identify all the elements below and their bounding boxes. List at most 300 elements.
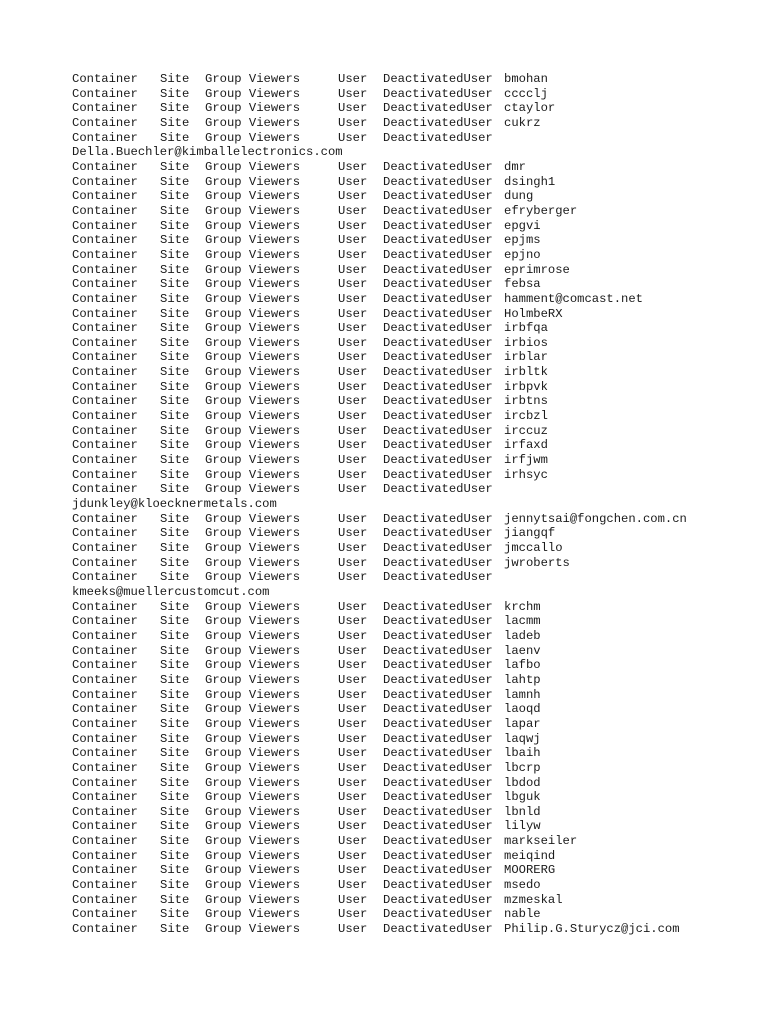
status-cell: DeactivatedUser <box>383 541 493 555</box>
scope-cell: Site <box>160 409 190 424</box>
user-name-cell: lacmm <box>504 614 541 629</box>
status-cell: DeactivatedUser <box>383 438 493 453</box>
object-type-cell: Container <box>72 189 138 204</box>
group-cell: Group Viewers <box>205 86 301 101</box>
principal-kind-cell: User <box>338 863 368 878</box>
scope-cell: Site <box>160 379 190 394</box>
user-name-cell: efryberger <box>504 203 578 218</box>
principal-kind-cell: User <box>338 291 368 306</box>
status-cell: DeactivatedUser <box>383 262 493 277</box>
group-cell: Group Viewers <box>205 687 301 702</box>
record-line <box>72 101 687 116</box>
object-type-cell: Container <box>72 365 138 380</box>
user-name-cell: lahtp <box>504 672 541 687</box>
group-cell: Group Viewers <box>205 526 301 541</box>
user-name-cell: irbfqa <box>504 321 548 336</box>
scope-cell: Site <box>160 306 190 321</box>
group-cell: Group Viewers <box>205 306 301 321</box>
object-type-cell: Container <box>72 233 138 248</box>
user-name-cell: ctaylor <box>504 101 556 116</box>
group-cell: Group Viewers <box>205 453 301 468</box>
group-cell: Group Viewers <box>205 834 301 849</box>
scope-cell: Site <box>160 262 190 277</box>
record-line <box>72 292 687 307</box>
object-type-cell: Container <box>72 819 138 834</box>
record-line <box>72 307 687 322</box>
principal-kind-cell: User <box>338 467 368 482</box>
user-name-cell: irblar <box>504 350 548 365</box>
record-line <box>72 834 687 849</box>
object-type-cell: Container <box>72 453 138 468</box>
record-line <box>72 614 687 629</box>
scope-cell: Site <box>160 892 190 907</box>
object-type-cell: Container <box>72 409 138 424</box>
user-name-cell: markseiler <box>504 834 578 849</box>
group-cell: Group Viewers <box>205 672 301 687</box>
record-line <box>72 72 687 87</box>
object-type-cell: Container <box>72 702 138 717</box>
scope-cell: Site <box>160 467 190 482</box>
object-type-cell: Container <box>72 555 138 570</box>
object-type-cell: Container <box>72 291 138 306</box>
principal-kind-cell: User <box>338 570 368 585</box>
status-cell: DeactivatedUser <box>383 189 493 204</box>
principal-kind-cell: User <box>338 277 368 292</box>
object-type-cell: Container <box>72 423 138 438</box>
scope-cell: Site <box>160 687 190 702</box>
record-line <box>72 512 687 527</box>
object-type-cell: Container <box>72 658 138 673</box>
group-cell: Group Viewers <box>205 174 301 189</box>
user-name-cell: lbaih <box>504 746 541 761</box>
record-line <box>72 893 687 908</box>
scope-cell: Site <box>160 482 190 497</box>
group-cell: Group Viewers <box>205 511 301 526</box>
principal-kind-cell: User <box>338 101 368 116</box>
object-type-cell: Container <box>72 159 138 174</box>
principal-kind-cell: User <box>338 790 368 805</box>
principal-kind-cell: User <box>338 203 368 218</box>
object-type-cell: Container <box>72 203 138 218</box>
principal-kind-cell: User <box>338 189 368 204</box>
scope-cell: Site <box>160 570 190 585</box>
record-line <box>72 790 687 805</box>
record-line <box>72 732 687 747</box>
status-cell: DeactivatedUser <box>383 467 493 482</box>
user-name-cell: bmohan <box>504 72 548 86</box>
group-cell: Group Viewers <box>205 746 301 761</box>
group-cell: Group Viewers <box>205 379 301 394</box>
scope-cell: Site <box>160 350 190 365</box>
principal-kind-cell: User <box>338 878 368 893</box>
record-line <box>72 116 687 131</box>
scope-cell: Site <box>160 614 190 629</box>
scope-cell: Site <box>160 130 190 145</box>
record-line <box>72 526 687 541</box>
object-type-cell: Container <box>72 922 138 937</box>
object-type-cell: Container <box>72 848 138 863</box>
scope-cell: Site <box>160 247 190 262</box>
record-line <box>72 819 687 834</box>
record-line <box>72 922 687 937</box>
object-type-cell: Container <box>72 614 138 629</box>
record-line <box>72 365 687 380</box>
group-cell: Group Viewers <box>205 233 301 248</box>
status-cell: DeactivatedUser <box>383 350 493 365</box>
object-type-cell: Container <box>72 731 138 746</box>
object-type-cell: Container <box>72 482 138 497</box>
principal-kind-cell: User <box>338 599 368 614</box>
principal-kind-cell: User <box>338 247 368 262</box>
user-name-cell: lilyw <box>504 819 541 834</box>
object-type-cell: Container <box>72 350 138 365</box>
status-cell: DeactivatedUser <box>383 658 493 673</box>
group-cell: Group Viewers <box>205 159 301 174</box>
scope-cell: Site <box>160 716 190 731</box>
record-line <box>72 263 687 278</box>
status-cell: DeactivatedUser <box>383 878 493 893</box>
record-line <box>72 849 687 864</box>
user-name-cell: jwroberts <box>504 555 570 570</box>
scope-cell: Site <box>160 277 190 292</box>
user-name-cell: laenv <box>504 643 541 658</box>
user-name-cell: ircbzl <box>504 409 548 424</box>
user-name-cell: Philip.G.Sturycz@jci.com <box>504 922 680 937</box>
record-line <box>72 219 687 234</box>
scope-cell: Site <box>160 453 190 468</box>
wrapped-user-line <box>72 497 687 512</box>
scope-cell: Site <box>160 848 190 863</box>
principal-kind-cell: User <box>338 365 368 380</box>
record-line <box>72 409 687 424</box>
group-cell: Group Viewers <box>205 467 301 482</box>
object-type-cell: Container <box>72 277 138 292</box>
scope-cell: Site <box>160 658 190 673</box>
status-cell: DeactivatedUser <box>383 159 493 174</box>
object-type-cell: Container <box>72 321 138 336</box>
record-line <box>72 907 687 922</box>
status-cell: DeactivatedUser <box>383 379 493 394</box>
object-type-cell: Container <box>72 892 138 907</box>
status-cell: DeactivatedUser <box>383 365 493 380</box>
scope-cell: Site <box>160 702 190 717</box>
group-cell: Group Viewers <box>205 394 301 409</box>
object-type-cell: Container <box>72 804 138 819</box>
record-line <box>72 717 687 732</box>
record-line <box>72 424 687 439</box>
record-line <box>72 277 687 292</box>
principal-kind-cell: User <box>338 746 368 761</box>
user-name-cell: lamnh <box>504 687 541 702</box>
scope-cell: Site <box>160 643 190 658</box>
user-name-cell: dmr <box>504 159 526 174</box>
status-cell: DeactivatedUser <box>383 423 493 438</box>
record-line <box>72 336 687 351</box>
object-type-cell: Container <box>72 335 138 350</box>
record-line <box>72 233 687 248</box>
scope-cell: Site <box>160 878 190 893</box>
status-cell: DeactivatedUser <box>383 335 493 350</box>
group-cell: Group Viewers <box>205 614 301 629</box>
status-cell: DeactivatedUser <box>383 687 493 702</box>
principal-kind-cell: User <box>338 922 368 937</box>
user-name-cell: epgvi <box>504 218 541 233</box>
record-line <box>72 702 687 717</box>
user-name-cell: jennytsai@fongchen.com.cn <box>504 511 687 526</box>
status-cell: DeactivatedUser <box>383 790 493 805</box>
object-type-cell: Container <box>72 643 138 658</box>
record-line <box>72 805 687 820</box>
object-type-cell: Container <box>72 511 138 526</box>
object-type-cell: Container <box>72 863 138 878</box>
principal-kind-cell: User <box>338 482 368 497</box>
record-line <box>72 189 687 204</box>
scope-cell: Site <box>160 233 190 248</box>
group-cell: Group Viewers <box>205 643 301 658</box>
object-type-cell: Container <box>72 306 138 321</box>
scope-cell: Site <box>160 291 190 306</box>
status-cell: DeactivatedUser <box>383 453 493 468</box>
record-line <box>72 453 687 468</box>
principal-kind-cell: User <box>338 86 368 101</box>
principal-kind-cell: User <box>338 643 368 658</box>
principal-kind-cell: User <box>338 702 368 717</box>
record-line <box>72 776 687 791</box>
record-line <box>72 131 687 146</box>
principal-kind-cell: User <box>338 555 368 570</box>
status-cell: DeactivatedUser <box>383 130 493 145</box>
user-name-cell: irhsyc <box>504 467 548 482</box>
object-type-cell: Container <box>72 101 138 116</box>
user-name-cell: meiqind <box>504 848 556 863</box>
group-cell: Group Viewers <box>205 72 301 86</box>
record-line <box>72 204 687 219</box>
user-name-cell: laoqd <box>504 702 541 717</box>
object-type-cell: Container <box>72 878 138 893</box>
scope-cell: Site <box>160 72 190 86</box>
user-name-cell: irfjwm <box>504 453 548 468</box>
record-line <box>72 878 687 893</box>
principal-kind-cell: User <box>338 526 368 541</box>
status-cell: DeactivatedUser <box>383 716 493 731</box>
user-name-cell: irbios <box>504 335 548 350</box>
principal-kind-cell: User <box>338 848 368 863</box>
group-cell: Group Viewers <box>205 570 301 585</box>
user-name-cell: Della.Buechler@kimballelectronics.com <box>72 145 343 160</box>
user-name-cell: jiangqf <box>504 526 556 541</box>
status-cell: DeactivatedUser <box>383 746 493 761</box>
status-cell: DeactivatedUser <box>383 115 493 130</box>
user-name-cell: epjms <box>504 233 541 248</box>
record-line <box>72 175 687 190</box>
record-line <box>72 863 687 878</box>
status-cell: DeactivatedUser <box>383 702 493 717</box>
status-cell: DeactivatedUser <box>383 731 493 746</box>
record-line <box>72 482 687 497</box>
record-line <box>72 160 687 175</box>
object-type-cell: Container <box>72 72 138 86</box>
group-cell: Group Viewers <box>205 291 301 306</box>
principal-kind-cell: User <box>338 409 368 424</box>
principal-kind-cell: User <box>338 72 368 86</box>
record-line <box>72 321 687 336</box>
object-type-cell: Container <box>72 834 138 849</box>
user-name-cell: lbdod <box>504 775 541 790</box>
status-cell: DeactivatedUser <box>383 174 493 189</box>
scope-cell: Site <box>160 775 190 790</box>
status-cell: DeactivatedUser <box>383 628 493 643</box>
object-type-cell: Container <box>72 716 138 731</box>
scope-cell: Site <box>160 115 190 130</box>
user-name-cell: msedo <box>504 878 541 893</box>
principal-kind-cell: User <box>338 775 368 790</box>
status-cell: DeactivatedUser <box>383 599 493 614</box>
status-cell: DeactivatedUser <box>383 86 493 101</box>
group-cell: Group Viewers <box>205 365 301 380</box>
scope-cell: Site <box>160 438 190 453</box>
object-type-cell: Container <box>72 570 138 585</box>
record-line <box>72 629 687 644</box>
object-type-cell: Container <box>72 438 138 453</box>
record-line <box>72 468 687 483</box>
scope-cell: Site <box>160 760 190 775</box>
user-name-cell: lafbo <box>504 658 541 673</box>
group-cell: Group Viewers <box>205 819 301 834</box>
user-name-cell: epjno <box>504 247 541 262</box>
record-line <box>72 438 687 453</box>
principal-kind-cell: User <box>338 379 368 394</box>
user-name-cell: eprimrose <box>504 262 570 277</box>
scope-cell: Site <box>160 863 190 878</box>
scope-cell: Site <box>160 731 190 746</box>
scope-cell: Site <box>160 790 190 805</box>
group-cell: Group Viewers <box>205 189 301 204</box>
user-name-cell: lbnld <box>504 804 541 819</box>
user-name-cell: irbtns <box>504 394 548 409</box>
scope-cell: Site <box>160 189 190 204</box>
group-cell: Group Viewers <box>205 423 301 438</box>
status-cell: DeactivatedUser <box>383 672 493 687</box>
principal-kind-cell: User <box>338 233 368 248</box>
user-name-cell: lbcrp <box>504 760 541 775</box>
user-name-cell: irbpvk <box>504 379 548 394</box>
scope-cell: Site <box>160 218 190 233</box>
record-line <box>72 350 687 365</box>
status-cell: DeactivatedUser <box>383 760 493 775</box>
principal-kind-cell: User <box>338 672 368 687</box>
user-name-cell: jmccallo <box>504 541 563 555</box>
object-type-cell: Container <box>72 599 138 614</box>
scope-cell: Site <box>160 335 190 350</box>
principal-kind-cell: User <box>338 218 368 233</box>
status-cell: DeactivatedUser <box>383 306 493 321</box>
principal-kind-cell: User <box>338 731 368 746</box>
scope-cell: Site <box>160 746 190 761</box>
object-type-cell: Container <box>72 687 138 702</box>
object-type-cell: Container <box>72 628 138 643</box>
scope-cell: Site <box>160 922 190 937</box>
user-name-cell: mzmeskal <box>504 892 563 907</box>
principal-kind-cell: User <box>338 511 368 526</box>
principal-kind-cell: User <box>338 834 368 849</box>
status-cell: DeactivatedUser <box>383 291 493 306</box>
user-name-cell: dung <box>504 189 534 204</box>
group-cell: Group Viewers <box>205 409 301 424</box>
status-cell: DeactivatedUser <box>383 409 493 424</box>
status-cell: DeactivatedUser <box>383 511 493 526</box>
principal-kind-cell: User <box>338 804 368 819</box>
group-cell: Group Viewers <box>205 247 301 262</box>
user-name-cell: kmeeks@muellercustomcut.com <box>72 584 270 599</box>
group-cell: Group Viewers <box>205 907 301 922</box>
group-cell: Group Viewers <box>205 555 301 570</box>
principal-kind-cell: User <box>338 306 368 321</box>
status-cell: DeactivatedUser <box>383 863 493 878</box>
group-cell: Group Viewers <box>205 262 301 277</box>
user-name-cell: cukrz <box>504 115 541 130</box>
scope-cell: Site <box>160 203 190 218</box>
group-cell: Group Viewers <box>205 922 301 937</box>
status-cell: DeactivatedUser <box>383 892 493 907</box>
status-cell: DeactivatedUser <box>383 570 493 585</box>
group-cell: Group Viewers <box>205 628 301 643</box>
group-cell: Group Viewers <box>205 716 301 731</box>
record-line <box>72 248 687 263</box>
group-cell: Group Viewers <box>205 335 301 350</box>
record-line <box>72 746 687 761</box>
user-name-cell: febsa <box>504 277 541 292</box>
user-name-cell: irbltk <box>504 365 548 380</box>
record-line <box>72 600 687 615</box>
status-cell: DeactivatedUser <box>383 614 493 629</box>
principal-kind-cell: User <box>338 335 368 350</box>
object-type-cell: Container <box>72 130 138 145</box>
principal-kind-cell: User <box>338 321 368 336</box>
status-cell: DeactivatedUser <box>383 72 493 86</box>
group-cell: Group Viewers <box>205 760 301 775</box>
group-cell: Group Viewers <box>205 599 301 614</box>
principal-kind-cell: User <box>338 394 368 409</box>
object-type-cell: Container <box>72 86 138 101</box>
group-cell: Group Viewers <box>205 277 301 292</box>
principal-kind-cell: User <box>338 423 368 438</box>
scope-cell: Site <box>160 159 190 174</box>
principal-kind-cell: User <box>338 438 368 453</box>
group-cell: Group Viewers <box>205 790 301 805</box>
status-cell: DeactivatedUser <box>383 101 493 116</box>
principal-kind-cell: User <box>338 760 368 775</box>
object-type-cell: Container <box>72 174 138 189</box>
object-type-cell: Container <box>72 467 138 482</box>
group-cell: Group Viewers <box>205 804 301 819</box>
object-type-cell: Container <box>72 247 138 262</box>
object-type-cell: Container <box>72 790 138 805</box>
scope-cell: Site <box>160 101 190 116</box>
principal-kind-cell: User <box>338 130 368 145</box>
group-cell: Group Viewers <box>205 321 301 336</box>
user-name-cell: ladeb <box>504 628 541 643</box>
group-cell: Group Viewers <box>205 115 301 130</box>
status-cell: DeactivatedUser <box>383 321 493 336</box>
record-line <box>72 761 687 776</box>
scope-cell: Site <box>160 321 190 336</box>
scope-cell: Site <box>160 834 190 849</box>
group-cell: Group Viewers <box>205 218 301 233</box>
scope-cell: Site <box>160 423 190 438</box>
principal-kind-cell: User <box>338 159 368 174</box>
status-cell: DeactivatedUser <box>383 555 493 570</box>
group-cell: Group Viewers <box>205 731 301 746</box>
